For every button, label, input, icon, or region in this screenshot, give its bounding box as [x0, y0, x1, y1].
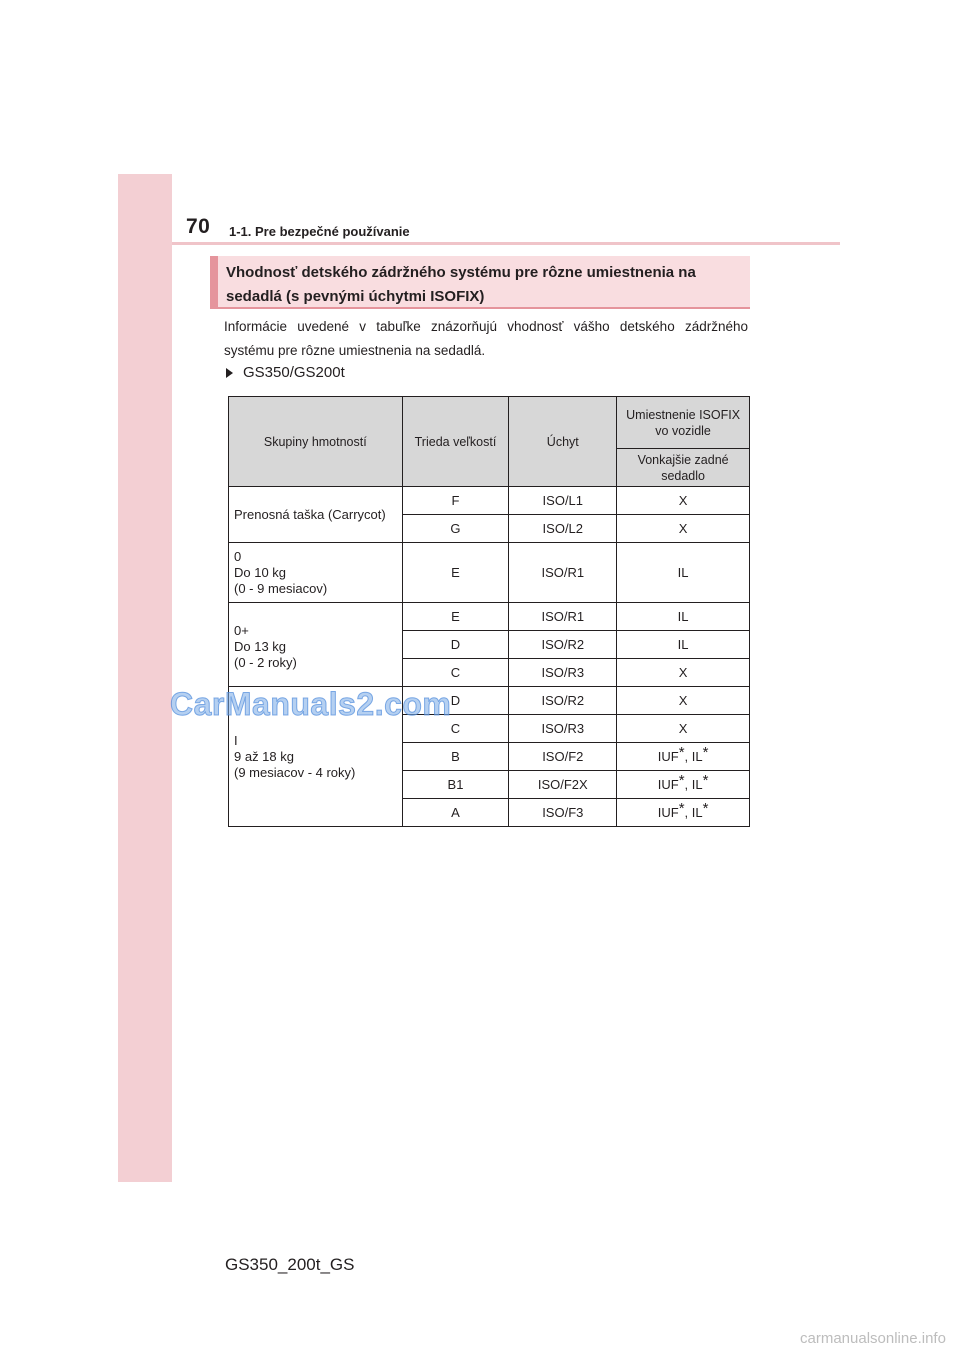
size-cell: D [402, 631, 509, 659]
value-cell: IUF*, IL* [617, 771, 750, 799]
size-cell: F [402, 487, 509, 515]
table-row [229, 543, 750, 603]
size-cell: E [402, 543, 509, 603]
table-row [229, 603, 750, 631]
size-cell: A [402, 799, 509, 827]
fixture-cell: ISO/R1 [509, 543, 617, 603]
value-cell: X [617, 687, 750, 715]
table-row [229, 687, 750, 715]
group-label-i: I 9 až 18 kg (9 mesiacov - 4 roky) [229, 687, 403, 827]
triangle-bullet-icon [226, 368, 233, 378]
model-label-row [226, 364, 345, 381]
size-cell: B1 [402, 771, 509, 799]
value-cell: IL [617, 631, 750, 659]
size-cell: C [402, 715, 509, 743]
value-cell: IL [617, 603, 750, 631]
header-fixture: Úchyt [509, 397, 617, 487]
value-cell: X [617, 715, 750, 743]
size-cell: G [402, 515, 509, 543]
footer-code: GS350_200t_GS [225, 1255, 355, 1274]
fixture-cell: ISO/R3 [509, 659, 617, 687]
header-weight-group: Skupiny hmotností [229, 397, 403, 487]
fixture-cell: ISO/F2 [509, 743, 617, 771]
size-cell: D [402, 687, 509, 715]
watermark: CarManuals2.com [170, 686, 452, 722]
group-label-0-plus: 0+ Do 13 kg (0 - 2 roky) [229, 603, 403, 687]
value-cell: IUF*, IL* [617, 799, 750, 827]
fixture-cell: ISO/L1 [509, 487, 617, 515]
fixture-cell: ISO/F3 [509, 799, 617, 827]
side-margin-strip [118, 174, 172, 1182]
heading-line-1: Vhodnosť detského zádržného systému pre rôzne umiestnenia na [226, 264, 696, 281]
header-isofix-location: Umiestnenie ISOFIX vo vozidle [617, 397, 750, 449]
table-row [229, 487, 750, 515]
header-outboard-rear: Vonkajšie zadné sedadlo [617, 449, 750, 487]
value-cell: X [617, 487, 750, 515]
intro-paragraph: Informácie uvedené v tabuľke znázorňujú vhodnosť vášho detského zádržného systému pre rôzne umiestnenia na sedadlá. [224, 319, 748, 358]
fixture-cell: ISO/R2 [509, 631, 617, 659]
value-cell: X [617, 659, 750, 687]
page-number: 70 [186, 215, 211, 238]
size-cell: C [402, 659, 509, 687]
fixture-cell: ISO/R3 [509, 715, 617, 743]
size-cell: B [402, 743, 509, 771]
header-size-class: Trieda veľkostí [402, 397, 509, 487]
value-cell: X [617, 515, 750, 543]
table-header-row [229, 397, 750, 449]
fixture-cell: ISO/R1 [509, 603, 617, 631]
size-cell: E [402, 603, 509, 631]
group-label-0: 0 Do 10 kg (0 - 9 mesiacov) [229, 543, 403, 603]
model-label: GS350/GS200t [243, 364, 345, 381]
value-cell: IL [617, 543, 750, 603]
fixture-cell: ISO/F2X [509, 771, 617, 799]
footer-site-watermark: carmanualsonline.info [800, 1330, 946, 1347]
isofix-suitability-table [228, 396, 750, 827]
value-cell: IUF*, IL* [617, 743, 750, 771]
group-label-carrycot: Prenosná taška (Carrycot) [229, 487, 403, 543]
fixture-cell: ISO/R2 [509, 687, 617, 715]
section-heading [210, 256, 750, 309]
header-divider [172, 242, 840, 245]
fixture-cell: ISO/L2 [509, 515, 617, 543]
section-title: 1-1. Pre bezpečné používanie [229, 224, 410, 239]
heading-line-2: sedadlá (s pevnými úchytmi ISOFIX) [226, 288, 485, 305]
